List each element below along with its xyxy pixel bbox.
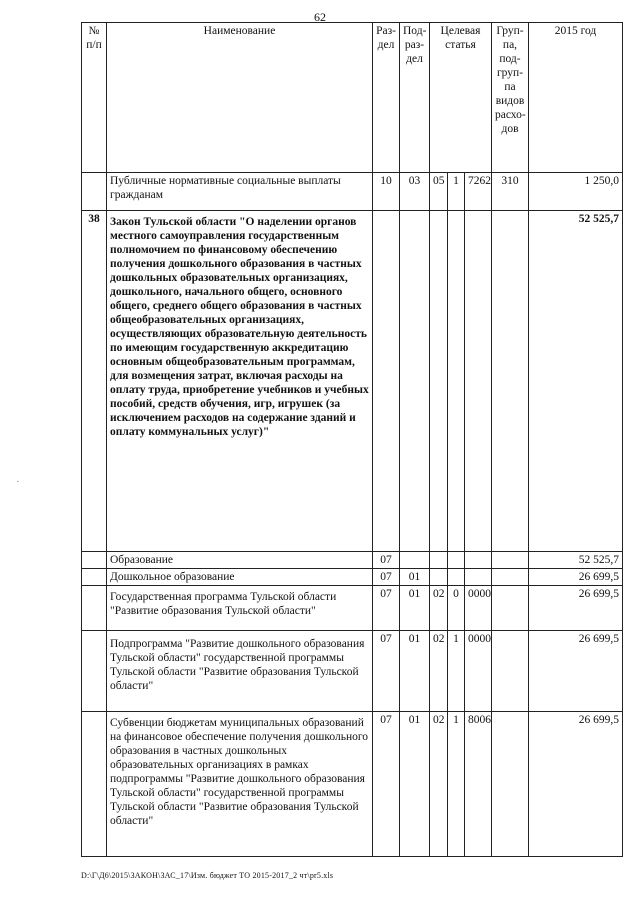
cell-podrazdel: 01 bbox=[400, 631, 430, 712]
cell-num bbox=[82, 631, 107, 712]
cell-target-3 bbox=[465, 552, 492, 569]
cell-target-1: 02 bbox=[430, 631, 448, 712]
cell-target-1: 05 bbox=[430, 173, 448, 211]
cell-group: 310 bbox=[492, 173, 529, 211]
scan-mark: · bbox=[16, 476, 20, 488]
cell-target-2: 0 bbox=[448, 586, 465, 631]
cell-target-3: 8006 bbox=[465, 712, 492, 857]
cell-target-1 bbox=[430, 211, 448, 552]
cell-podrazdel: 01 bbox=[400, 569, 430, 586]
header-name: Наименование bbox=[107, 23, 373, 173]
cell-razdel: 07 bbox=[373, 631, 400, 712]
cell-num: 38 bbox=[82, 211, 107, 552]
budget-table bbox=[81, 22, 623, 857]
cell-target-2: 1 bbox=[448, 631, 465, 712]
cell-group bbox=[492, 552, 529, 569]
cell-razdel bbox=[373, 211, 400, 552]
cell-target-3: 0000 bbox=[465, 631, 492, 712]
header-razdel: Раз-дел bbox=[373, 23, 400, 173]
cell-podrazdel bbox=[400, 552, 430, 569]
page-number: 62 bbox=[314, 10, 326, 24]
table-row bbox=[82, 552, 623, 569]
cell-group bbox=[492, 631, 529, 712]
cell-name: Подпрограмма "Развитие дошкольного образования Тульской области" государственной программы Тульской области "Развитие образования Тульской области" bbox=[107, 631, 373, 712]
cell-num bbox=[82, 712, 107, 857]
cell-target-2: 1 bbox=[448, 173, 465, 211]
header-podrazdel: Под-раз-дел bbox=[400, 23, 430, 173]
cell-group bbox=[492, 586, 529, 631]
cell-name: Субвенции бюджетам муниципальных образований на финансовое обеспечение получения дошкольного образования в частных дошкольных образовательных организациях в рамках подпрограммы "Развитие дошкольного образования Тульской области" государственной программы Тульской области "Развитие образования Тульской области" bbox=[107, 712, 373, 857]
cell-podrazdel: 01 bbox=[400, 712, 430, 857]
cell-target-2 bbox=[448, 569, 465, 586]
cell-group bbox=[492, 211, 529, 552]
table-row bbox=[82, 586, 623, 631]
cell-name: Закон Тульской области "О наделении органов местного самоуправления государственным полномочием по финансовому обеспечению получения дошкольного образования в частных дошкольных образовательных организациях, дошкольного, начального общего, основного общего, среднего общего образования в частных общеобразовательных организациях, осуществляющих образовательную деятельность по имеющим государственную аккредитацию основным общеобразовательным программам, для возмещения затрат, включая расходы на оплату труда, приобретение учебников и учебных пособий, средств обучения, игр, игрушек (за исключением расходов на содержание зданий и оплату коммунальных услуг)" bbox=[107, 211, 373, 552]
cell-num bbox=[82, 173, 107, 211]
cell-podrazdel bbox=[400, 211, 430, 552]
table-row bbox=[82, 631, 623, 712]
cell-podrazdel: 01 bbox=[400, 586, 430, 631]
cell-target-1: 02 bbox=[430, 712, 448, 857]
file-path-footer: D:\Г\Д6\2015\ЗАКОН\ЗАС_17\Изм. бюджет ТО 2015-2017_2 чт\pr5.xls bbox=[81, 871, 334, 880]
cell-amount: 26 699,5 bbox=[529, 586, 623, 631]
cell-amount: 26 699,5 bbox=[529, 712, 623, 857]
cell-razdel: 07 bbox=[373, 569, 400, 586]
cell-num bbox=[82, 569, 107, 586]
cell-amount: 52 525,7 bbox=[529, 552, 623, 569]
cell-name: Государственная программа Тульской области "Развитие образования Тульской области" bbox=[107, 586, 373, 631]
header-num: № п/п bbox=[82, 23, 107, 173]
cell-target-3 bbox=[465, 211, 492, 552]
cell-amount: 52 525,7 bbox=[529, 211, 623, 552]
table-row bbox=[82, 211, 623, 552]
cell-podrazdel: 03 bbox=[400, 173, 430, 211]
cell-name: Дошкольное образование bbox=[107, 569, 373, 586]
cell-group bbox=[492, 712, 529, 857]
cell-amount: 26 699,5 bbox=[529, 569, 623, 586]
cell-razdel: 07 bbox=[373, 552, 400, 569]
cell-target-3: 0000 bbox=[465, 586, 492, 631]
cell-target-2 bbox=[448, 211, 465, 552]
cell-num bbox=[82, 552, 107, 569]
cell-name: Образование bbox=[107, 552, 373, 569]
cell-target-2: 1 bbox=[448, 712, 465, 857]
cell-amount: 1 250,0 bbox=[529, 173, 623, 211]
cell-num bbox=[82, 586, 107, 631]
cell-target-3: 7262 bbox=[465, 173, 492, 211]
table-header-row bbox=[82, 23, 623, 173]
cell-name: Публичные нормативные социальные выплаты гражданам bbox=[107, 173, 373, 211]
header-year: 2015 год bbox=[529, 23, 623, 173]
cell-target-1: 02 bbox=[430, 586, 448, 631]
cell-target-1 bbox=[430, 552, 448, 569]
cell-razdel: 07 bbox=[373, 712, 400, 857]
header-group: Груп-па, под-груп-па видов расхо-дов bbox=[492, 23, 529, 173]
cell-group bbox=[492, 569, 529, 586]
cell-target-1 bbox=[430, 569, 448, 586]
table-row bbox=[82, 173, 623, 211]
cell-target-2 bbox=[448, 552, 465, 569]
cell-amount: 26 699,5 bbox=[529, 631, 623, 712]
header-target: Целевая статья bbox=[430, 23, 492, 173]
cell-target-3 bbox=[465, 569, 492, 586]
table-row bbox=[82, 569, 623, 586]
table-row bbox=[82, 712, 623, 857]
cell-razdel: 10 bbox=[373, 173, 400, 211]
cell-razdel: 07 bbox=[373, 586, 400, 631]
